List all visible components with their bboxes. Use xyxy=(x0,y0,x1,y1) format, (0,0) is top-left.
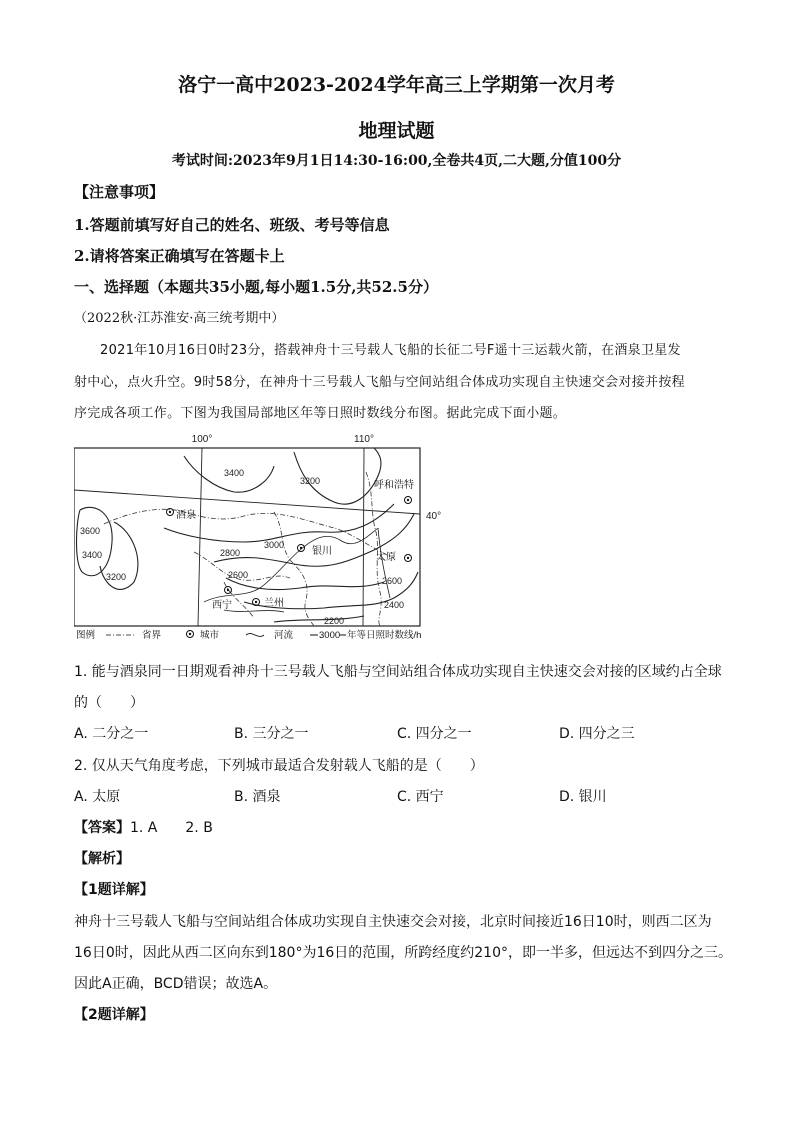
detail-1-line-2: 16日0时，因此从西二区向东到180°为16日的范围，所跨经度约210°，即一半多，但远达不到四分之三。 xyxy=(74,945,732,961)
isoline-label: 2800 xyxy=(220,548,241,558)
q1-option-c[interactable]: C. 四分之一 xyxy=(397,726,472,742)
exam-info: 考试时间:2023年9月1日14:30-16:00,全卷共4页,二大题,分值100分 xyxy=(171,153,622,169)
isoline-label: 3400 xyxy=(82,550,103,560)
legend-isoline: 年等日照时数线/h xyxy=(347,630,422,641)
notice-heading: 【注意事项】 xyxy=(74,183,165,201)
city-label: 太原 xyxy=(376,552,396,563)
exam-title: 洛宁一高中2023-2024学年高三上学期第一次月考 xyxy=(178,74,615,96)
passage-line-1: 2021年10月16日0时23分，搭载神舟十三号载人飞船的长征二号F遥十三运载火箭，在酒泉卫星发 xyxy=(100,343,681,358)
legend-isoline-value: 3000 xyxy=(319,630,341,641)
analysis-label: 【解析】 xyxy=(74,851,130,867)
detail-2-label: 【2题详解】 xyxy=(74,1007,154,1023)
legend-river-symbol xyxy=(246,634,264,637)
sunshine-isoline-map xyxy=(74,432,454,644)
detail-1-line-3: 因此A正确，BCD错误；故选A。 xyxy=(74,976,278,992)
map-frame xyxy=(74,448,420,626)
isoline-label: 3600 xyxy=(80,526,101,536)
city-label: 酒泉 xyxy=(176,510,196,521)
isoline-label: 2200 xyxy=(324,616,345,626)
legend-river: 河流 xyxy=(274,630,294,641)
legend-province: 省界 xyxy=(142,630,162,641)
city-label: 西宁 xyxy=(212,600,232,611)
city-jiuquan xyxy=(167,508,197,521)
q1-option-b[interactable]: B. 三分之一 xyxy=(234,726,309,742)
q1-option-d[interactable]: D. 四分之三 xyxy=(559,726,635,742)
q2-option-c[interactable]: C. 西宁 xyxy=(397,789,444,805)
isoline-label: 3200 xyxy=(106,572,127,582)
city-label: 呼和浩特 xyxy=(374,480,414,491)
passage-line-2: 射中心，点火升空。9时58分，在神舟十三号载人飞船与空间站组合体成功实现自主快速交会对接并按程 xyxy=(74,375,685,390)
q2-option-d[interactable]: D. 银川 xyxy=(559,789,607,805)
detail-1-line-1: 神舟十三号载人飞船与空间站组合体成功实现自主快速交会对接，北京时间接近16日10时，则西二区为 xyxy=(74,914,712,930)
q2-option-b[interactable]: B. 酒泉 xyxy=(234,789,281,805)
isoline-label: 3400 xyxy=(224,468,245,478)
city-markers xyxy=(167,478,415,611)
isoline-label: 3200 xyxy=(300,476,321,486)
notice-item-1: 1.答题前填写好自己的姓名、班级、考号等信息 xyxy=(74,216,390,234)
answer-block xyxy=(74,817,213,837)
map-legend xyxy=(76,629,421,641)
answer-label: 【答案】 xyxy=(74,820,130,836)
isoline-label: 3000 xyxy=(264,540,285,550)
q1-stem-line-1: 1. 能与酒泉同一日期观看神舟十三号载人飞船与空间站组合体成功实现自主快速交会对接的区域约占全球 xyxy=(74,664,722,680)
notice-item-2: 2.请将答案正确填写在答题卡上 xyxy=(74,247,285,265)
city-hohhot xyxy=(374,478,414,504)
exam-subject: 地理试题 xyxy=(358,120,435,142)
city-yinchuan xyxy=(298,544,333,557)
city-xining xyxy=(212,587,232,612)
answer-text: 1. A 2. B xyxy=(130,820,213,836)
lon-110-label: 110° xyxy=(354,434,374,445)
q1-option-a[interactable]: A. 二分之一 xyxy=(74,726,149,742)
q2-stem: 2. 仅从天气角度考虑，下列城市最适合发射载人飞船的是（ ） xyxy=(74,758,484,774)
detail-1-label: 【1题详解】 xyxy=(74,882,154,898)
question-source: （2022秋·江苏淮安·高三统考期中） xyxy=(74,311,285,326)
lat-40-label: 40° xyxy=(426,511,442,522)
isoline-label: 2600 xyxy=(228,570,249,580)
meridian-110 xyxy=(363,448,364,626)
isoline-label: 2400 xyxy=(384,600,405,610)
lon-100-label: 100° xyxy=(191,434,213,445)
passage-line-3: 序完成各项工作。下图为我国局部地区年等日照时数线分布图。据此完成下面小题。 xyxy=(74,406,567,421)
q1-stem-line-2: 的（ ） xyxy=(74,695,144,711)
legend-label: 图例 xyxy=(76,630,96,641)
isoline-label: 2600 xyxy=(382,576,403,586)
city-label: 兰州 xyxy=(264,598,284,609)
city-taiyuan xyxy=(376,550,412,563)
city-label: 银川 xyxy=(312,546,332,557)
legend-city: 城市 xyxy=(200,630,220,641)
q2-option-a[interactable]: A. 太原 xyxy=(74,789,121,805)
parallel-40 xyxy=(74,490,420,514)
city-lanzhou xyxy=(253,596,285,609)
section-heading: 一、选择题（本题共35小题,每小题1.5分,共52.5分） xyxy=(74,278,438,296)
